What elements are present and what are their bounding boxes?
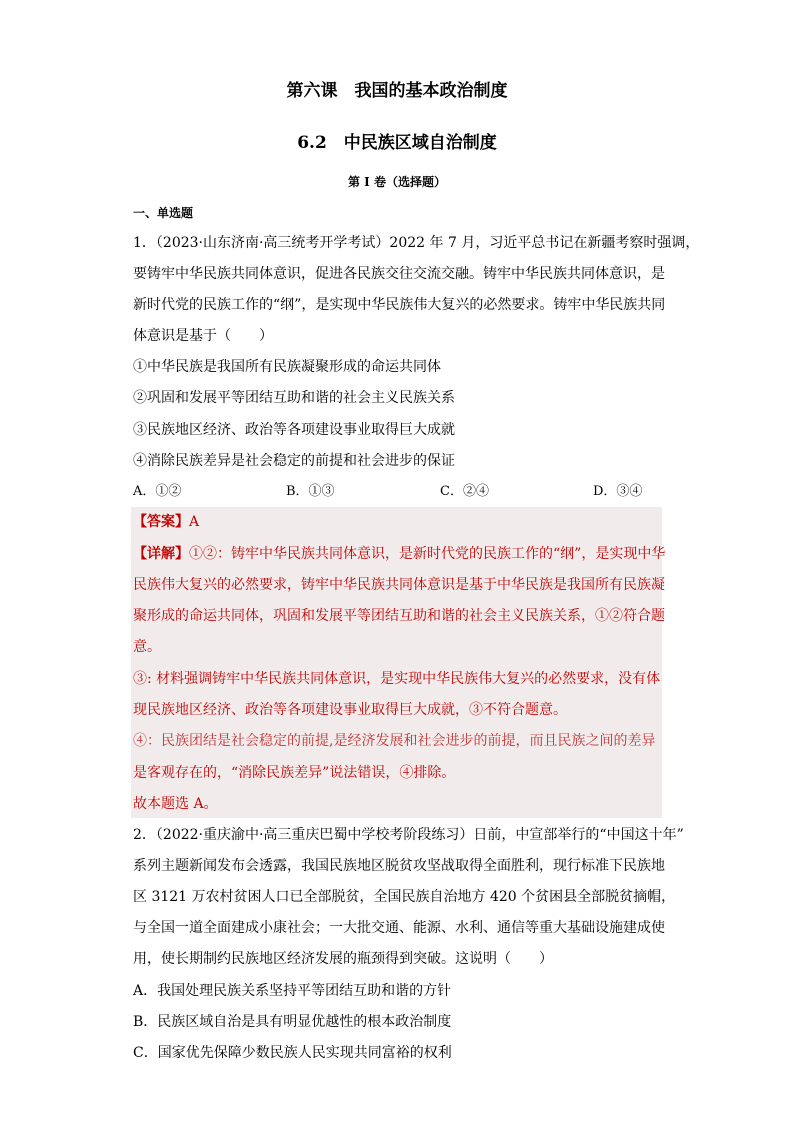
q1-detail-line-6: 现民族地区经济、政治等各项建设事业取得巨大成就，③不符合题意。 bbox=[133, 702, 567, 718]
q2-option-b: B．民族区域自治是具有明显优越性的根本政治制度 bbox=[133, 1014, 452, 1030]
section-heading: 一、单选题 bbox=[133, 206, 194, 220]
q1-stem-line-1: 1．（2023·山东济南·高三统考开学考试）2022 年 7 月，习近平总书记在新疆考察时强调， bbox=[133, 235, 700, 251]
q2-stem-line-5: 用，使长期制约民族地区经济发展的瓶颈得到突破。这说明（ ） bbox=[133, 951, 553, 967]
q2-stem-line-3: 区 3121 万农村贫困人口已全部脱贫，全国民族自治地方 420 个贫困县全部脱贫摘帽， bbox=[133, 889, 676, 905]
q1-answer bbox=[133, 512, 199, 532]
q2-option-c: C．国家优先保障少数民族人民实现共同富裕的权利 bbox=[133, 1045, 452, 1061]
q1-item-2: ②巩固和发展平等团结互助和谐的社会主义民族关系 bbox=[133, 390, 455, 406]
answer-tag: 【答案】 bbox=[133, 514, 189, 530]
q1-stem-line-2: 要铸牢中华民族共同体意识，促进各民族交往交流交融。铸牢中华民族共同体意识，是 bbox=[133, 266, 665, 282]
q2-stem-line-4: 与全国一道全面建成小康社会；一大批交通、能源、水利、通信等重大基础设施建成使 bbox=[133, 920, 665, 936]
q1-item-1: ①中华民族是我国所有民族凝聚形成的命运共同体 bbox=[133, 359, 441, 375]
q2-stem-line-1: 2．（2022·重庆渝中·高三重庆巴蜀中学校考阶段练习）日前，中宣部举行的“中国这十年” bbox=[133, 827, 684, 843]
answer-value: A bbox=[189, 514, 200, 530]
q1-stem-line-3: 新时代党的民族工作的“纲”，是实现中华民族伟大复兴的必然要求。铸牢中华民族共同 bbox=[133, 297, 666, 313]
q1-option-b: B．①③ bbox=[286, 484, 335, 499]
part-title: 第 I 卷（选择题） bbox=[348, 175, 446, 189]
q1-item-4: ④消除民族差异是社会稳定的前提和社会进步的保证 bbox=[133, 453, 455, 469]
q1-detail-line-1 bbox=[133, 544, 665, 564]
q2-option-a: A．我国处理民族关系坚持平等团结互助和谐的方针 bbox=[133, 983, 452, 999]
chapter-title: 第六课 我国的基本政治制度 bbox=[286, 81, 508, 101]
q2-stem-line-2: 系列主题新闻发布会透露，我国民族地区脱贫攻坚战取得全面胜利，现行标准下民族地 bbox=[133, 858, 665, 874]
q1-detail-line-5: ③: 材料强调铸牢中华民族共同体意识，是实现中华民族伟大复兴的必然要求，没有体 bbox=[133, 671, 661, 687]
q1-detail-line-8: 是客观存在的，“消除民族差异”说法错误，④排除。 bbox=[133, 765, 456, 781]
q1-option-d: D．③④ bbox=[593, 484, 643, 499]
q1-option-c: C．②④ bbox=[440, 484, 489, 499]
q1-detail-line-4: 意。 bbox=[133, 639, 161, 655]
q1-item-3: ③民族地区经济、政治等各项建设事业取得巨大成就 bbox=[133, 422, 455, 438]
q1-detail-line-2: 民族伟大复兴的必然要求，铸牢中华民族共同体意识是基于中华民族是我国所有民族凝 bbox=[133, 577, 665, 593]
q1-stem-line-4: 体意识是基于（ ） bbox=[133, 328, 273, 344]
detail-text: ①②：铸牢中华民族共同体意识，是新时代党的民族工作的“纲”，是实现中华 bbox=[189, 546, 666, 562]
q1-option-a: A．①② bbox=[133, 484, 182, 499]
detail-tag: 【详解】 bbox=[133, 546, 189, 562]
q1-conclusion: 故本题选 A。 bbox=[133, 796, 218, 812]
section-title: 6.2 中民族区域自治制度 bbox=[297, 133, 497, 153]
q1-detail-line-3: 聚形成的命运共同体，巩固和发展平等团结互助和谐的社会主义民族关系，①②符合题 bbox=[133, 608, 665, 624]
q1-detail-line-7: ④：民族团结是社会稳定的前提,是经济发展和社会进步的前提，而且民族之间的差异 bbox=[133, 733, 656, 749]
